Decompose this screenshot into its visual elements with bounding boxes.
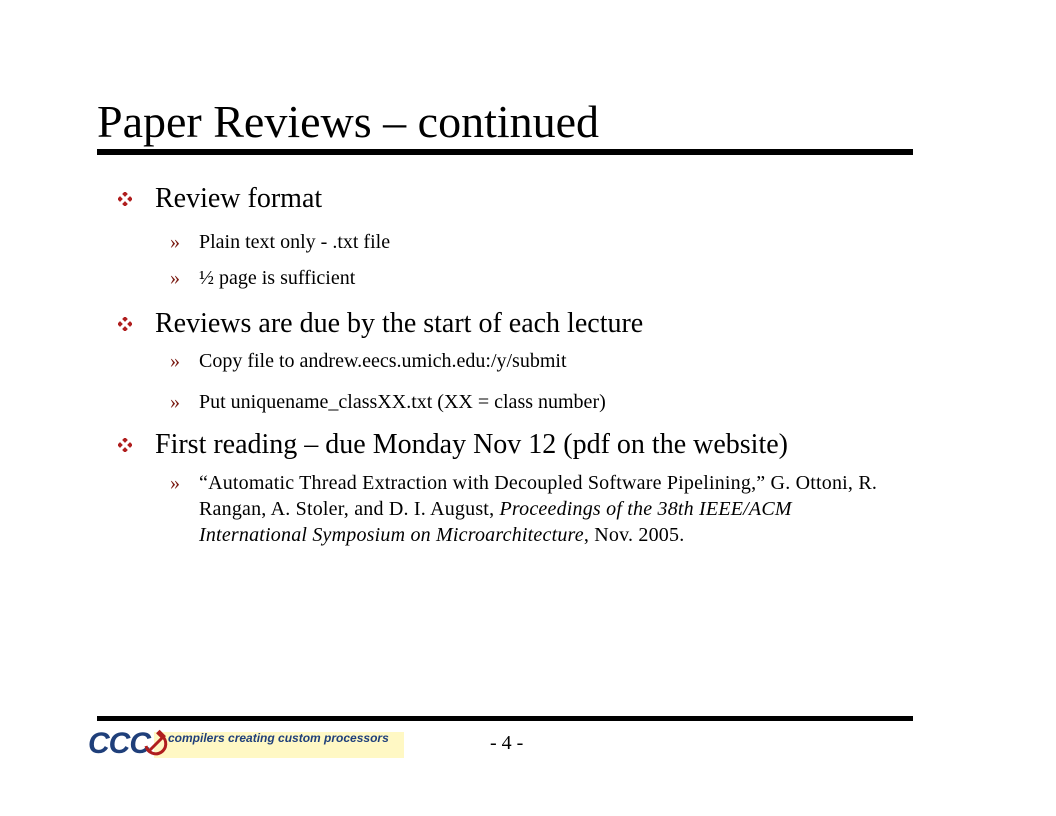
title-rule — [97, 149, 913, 155]
sub-marker: » — [170, 231, 180, 253]
slide-title: Paper Reviews – continued — [97, 96, 600, 147]
diamond-bullet-icon — [118, 317, 132, 331]
reference-authors: “Automatic Thread Extraction with Decoupled Software Pipelining,” G. Ottoni, R. Rangan, A. Stoler, and D. I. August, — [199, 472, 878, 520]
footer-rule — [97, 716, 913, 721]
logo-ccc-text: CCC — [88, 727, 150, 760]
bullet-text: Review format — [155, 183, 323, 214]
bullet-text: Reviews are due by the start of each lecture — [155, 308, 644, 339]
sub-marker: » — [170, 267, 180, 289]
bullet-text: First reading – due Monday Nov 12 (pdf on the website) — [155, 429, 788, 460]
diamond-bullet-icon — [118, 438, 132, 452]
logo-tagline: compilers creating custom processors — [168, 731, 389, 745]
sub-text: Plain text only - .txt file — [199, 231, 391, 253]
sub-marker: » — [170, 350, 180, 372]
reference-venue: Proceedings of the 38th IEEE/ACM International Symposium on Microarchitecture — [199, 498, 792, 546]
sub-marker: » — [170, 472, 180, 494]
reference-text — [199, 470, 890, 548]
sub-text: Put uniquename_classXX.txt (XX = class number) — [199, 391, 606, 413]
sub-text: ½ page is sufficient — [199, 267, 356, 289]
reference-item — [170, 470, 890, 548]
reference-date: , Nov. 2005. — [583, 524, 685, 546]
sub-text: Copy file to andrew.eecs.umich.edu:/y/submit — [199, 350, 567, 372]
diamond-bullet-icon — [118, 192, 132, 206]
footer-logo — [88, 726, 408, 762]
page-number: - 4 - — [490, 732, 524, 754]
sub-marker: » — [170, 391, 180, 413]
hammer-sickle-icon — [140, 728, 170, 758]
